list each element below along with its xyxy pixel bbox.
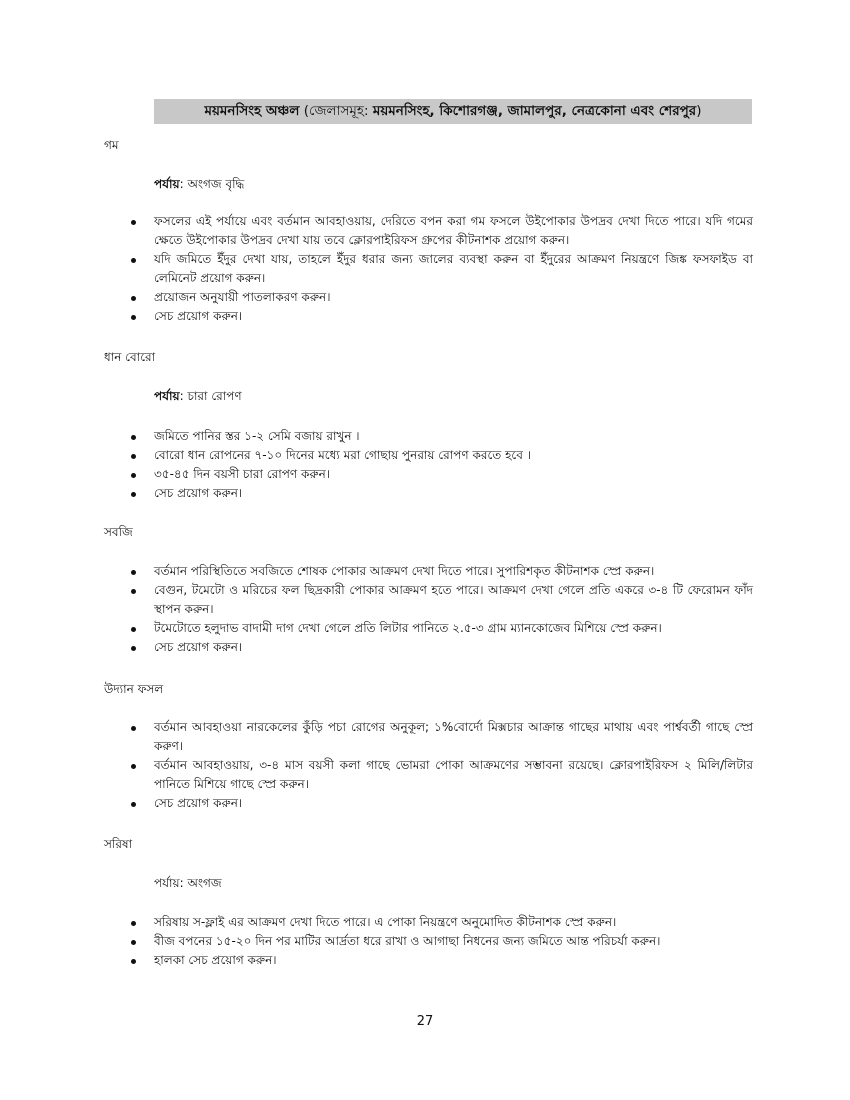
list-item-text: বোরো ধান রোপনের ৭-১০ দিনের মধ্যে মরা গোছায় পুনরায় রোপণ করতে হবে । xyxy=(154,448,531,462)
bullet-icon xyxy=(131,570,136,575)
bullet-icon xyxy=(131,802,136,807)
list-item xyxy=(128,288,753,307)
list-item-text: বর্তমান পরিস্থিতিতে সবজিতে শোষক পোকার আক্রমণ দেখা দিতে পারে। সুপারিশকৃত কীটনাশক স্প্রে করুন। xyxy=(154,564,655,578)
stage-line-boro-rice xyxy=(154,388,242,408)
crop-heading-mustard: সরিষা xyxy=(104,837,133,851)
crop-heading-horticulture: উদ্যান ফসল xyxy=(104,682,164,696)
bullet-icon xyxy=(131,454,136,459)
list-item-text: সেচ প্রয়োগ করুন। xyxy=(154,486,243,500)
list-item-text: প্রয়োজন অনুযায়ী পাতলাকরণ করুন। xyxy=(154,290,331,304)
bullet-icon xyxy=(131,921,136,926)
list-item xyxy=(128,718,753,756)
list-item xyxy=(128,250,753,288)
list-item-text: টমেটোতে হলুদাভ বাদামী দাগ দেখা গেলে প্রতি লিটার পানিতে ২.৫-৩ গ্রাম ম্যানকোজেব মিশিয়ে স্প্রে করুন। xyxy=(154,621,662,635)
bullet-list-wheat xyxy=(128,212,753,326)
stage-value: : চারা রোপণ xyxy=(179,389,242,403)
list-item xyxy=(128,307,753,326)
region-paren-close: ) xyxy=(696,103,702,119)
bullet-list-mustard xyxy=(128,913,753,970)
bullet-icon xyxy=(131,627,136,632)
bullet-list-vegetables xyxy=(128,562,753,657)
list-item-text: সেচ প্রয়োগ করুন। xyxy=(154,640,243,654)
list-item xyxy=(128,619,753,638)
list-item xyxy=(128,932,753,951)
bullet-icon xyxy=(131,940,136,945)
bullet-icon xyxy=(131,296,136,301)
list-item-text: ফসলের এই পর্যায়ে এবং বর্তমান আবহাওয়ায়, দেরিতে বপন করা গম ফসলে উইপোকার উপদ্রব দেখা দিতে পারে। যদি গমের ক্ষেতে উইপোকার উপদ্রব দেখা যায় তবে ক্লোরপাইরিফস গ্রুপের কীটনাশক প্রয়োগ করুন। xyxy=(154,214,753,247)
stage-label: পর্যায় xyxy=(154,389,180,403)
list-item-text: জমিতে পানির স্তর ১-২ সেমি বজায় রাখুন । xyxy=(154,429,360,443)
list-item-text: বর্তমান আবহাওয়ায়, ৩-৪ মাস বয়সী কলা গাছে ভোমরা পোকা আক্রমণের সম্ভাবনা রয়েছে। ক্লোরপাইরিফস ২ মিলি/লিটার পানিতে মিশিয়ে গাছে স্প্রে করুন। xyxy=(154,758,753,791)
region-name: ময়মনসিংহ অঞ্চল xyxy=(204,103,300,119)
stage-label: পর্যায় xyxy=(154,876,180,890)
list-item-text: ৩৫-৪৫ দিন বয়সী চারা রোপণ করুন। xyxy=(154,467,331,481)
bullet-icon xyxy=(131,764,136,769)
crop-heading-boro-rice: ধান বোরো xyxy=(104,350,156,364)
list-item xyxy=(128,913,753,932)
stage-line-wheat xyxy=(154,176,244,196)
bullet-icon xyxy=(131,492,136,497)
list-item-text: সেচ প্রয়োগ করুন। xyxy=(154,796,243,810)
list-item xyxy=(128,581,753,619)
page-number: 27 xyxy=(416,1014,434,1029)
bullet-icon xyxy=(131,315,136,320)
bullet-icon xyxy=(131,258,136,263)
stage-value: : অংগজ xyxy=(179,876,222,890)
list-item-text: সেচ প্রয়োগ করুন। xyxy=(154,309,243,323)
stage-label: পর্যায় xyxy=(154,177,180,191)
bullet-list-horticulture xyxy=(128,718,753,813)
list-item-text: হালকা সেচ প্রয়োগ করুন। xyxy=(154,953,277,967)
list-item-text: বর্তমান আবহাওয়া নারকেলের কুঁড়ি পচা রোগের অনুকূল; ১%বোর্দো মিক্সচার আক্রান্ত গাছের মাথায় এবং পার্শ্ববর্তী গাছে স্প্রে করুণ। xyxy=(154,720,753,753)
list-item-text: বীজ বপনের ১৫-২০ দিন পর মাটির আর্দ্রতা ধরে রাখা ও আগাছা নিধনের জন্য জমিতে আন্ত পরিচর্যা করুন। xyxy=(154,934,661,948)
crop-heading-wheat: গম xyxy=(104,138,119,152)
region-paren-open: (জেলাসমূহ: xyxy=(299,103,373,119)
bullet-icon xyxy=(131,435,136,440)
bullet-icon xyxy=(131,726,136,731)
region-title-bar xyxy=(154,99,752,124)
bullet-list-boro-rice xyxy=(128,427,753,503)
list-item xyxy=(128,756,753,794)
list-item xyxy=(128,562,753,581)
list-item xyxy=(128,446,753,465)
bullet-icon xyxy=(131,589,136,594)
list-item xyxy=(128,484,753,503)
bullet-icon xyxy=(131,959,136,964)
bullet-icon xyxy=(131,473,136,478)
list-item xyxy=(128,427,753,446)
district-list: ময়মনসিংহ, কিশোরগঞ্জ, জামালপুর, নেত্রকোনা এবং শেরপুর xyxy=(372,103,697,119)
list-item-text: যদি জমিতে ইঁদুর দেখা যায়, তাহলে ইঁদুর ধরার জন্য জালের ব্যবস্থা করুন বা ইঁদুরের আক্রমণ নিয়ন্ত্রণে জিঙ্ক ফসফাইড বা লেমিনেট প্রয়োগ করুন। xyxy=(154,252,753,285)
stage-value: : অংগজ বৃদ্ধি xyxy=(179,177,245,191)
list-item xyxy=(128,465,753,484)
list-item xyxy=(128,951,753,970)
bullet-icon xyxy=(131,646,136,651)
bullet-icon xyxy=(131,220,136,225)
crop-heading-vegetables: সবজি xyxy=(104,525,133,539)
list-item-text: সরিষায় স-ফ্লাই এর আক্রমণ দেখা দিতে পারে। এ পোকা নিয়ন্ত্রণে অনুমোদিত কীটনাশক স্প্রে করুন। xyxy=(154,915,617,929)
list-item xyxy=(128,794,753,813)
list-item-text: বেগুন, টমেটো ও মরিচের ফল ছিদ্রকারী পোকার আক্রমণ হতে পারে। আক্রমণ দেখা গেলে প্রতি একরে ৩-৪ টি ফেরোমন ফাঁদ স্থাপন করুন। xyxy=(154,583,753,616)
list-item xyxy=(128,212,753,250)
list-item xyxy=(128,638,753,657)
stage-line-mustard xyxy=(154,875,222,895)
